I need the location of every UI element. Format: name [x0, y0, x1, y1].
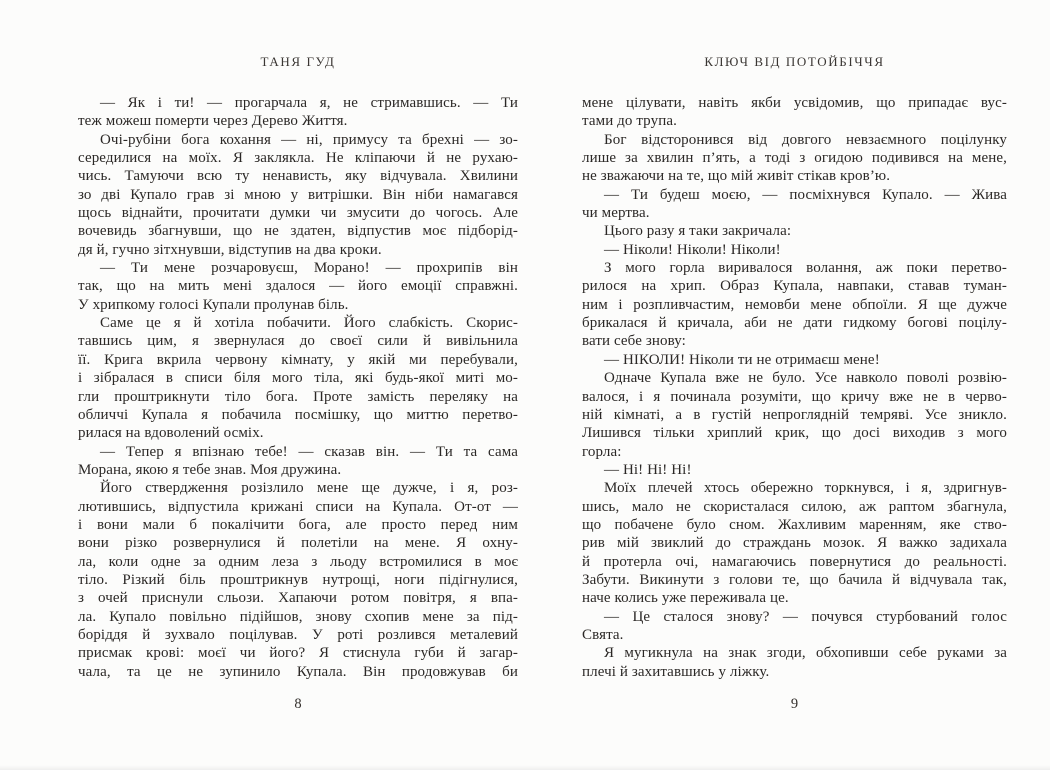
text-line: лише за хвилин п’ять, а тоді з огидою подивився на мене, [582, 150, 1007, 167]
text-line: чись. Тамуючи всю ту ненависть, яку відчувала. Хвилини [78, 168, 518, 185]
running-header-author: ТАНЯ ГУД [260, 54, 336, 69]
text-line: рилося на хрип. Образ Купала, навпаки, ставав туман- [582, 278, 1007, 295]
text-line: рив мій звиклий до страждань мозок. Я важко задихала [582, 535, 1007, 552]
text-line: Бог відсторонився від довгого невзаємного поцілунку [604, 131, 1007, 148]
running-header-title: КЛЮЧ ВІД ПОТОЙБІЧЧЯ [704, 54, 885, 69]
text-line: ним і розпливчастим, немовби мене обпоїли. Я ще дужче [582, 296, 1007, 313]
text-line: — Це сталося знову? — почувся стурбований голос [604, 608, 1007, 625]
text-line: вати себе знову: [582, 333, 686, 350]
text-line: чи мертва. [582, 205, 650, 222]
text-line: — Ніколи! Ніколи! Ніколи! [604, 241, 781, 258]
text-line: теж можеш померти через Дерево Життя. [78, 113, 348, 130]
text-line: — Ні! Ні! Ні! [604, 461, 692, 478]
text-line: — Тепер я впізнаю тебе! — сказав він. — Ти та сама [100, 443, 518, 460]
text-line: не зважаючи на те, що мій живіт стікав кров’ю. [582, 168, 891, 185]
text-line: тами до трупа. [582, 113, 677, 130]
text-column-right [582, 0, 1007, 770]
text-line: наче колись уже переживала це. [582, 590, 789, 607]
text-line: З мого горла виривалося волання, аж поки перетво- [604, 260, 1007, 277]
text-line: ній кімнаті, а в густій непроглядній темряві. Усе зникло. [582, 406, 1007, 423]
page-number-left: 8 [294, 696, 302, 712]
text-line: Його ствердження розізлило мене ще дужче, і я, роз- [100, 480, 518, 497]
text-line: — Ти мене розчаровуєш, Морано! — прохрипів він [100, 260, 518, 277]
text-line: Морана, якою я тебе знав. Моя дружина. [78, 461, 342, 478]
text-line: вочевидь збагнувши, що не здатен, відпустив моє підборід- [78, 223, 518, 240]
text-line: брикалася й кричала, аби не дати гидкому богові поцілу- [582, 315, 1007, 332]
text-line: Саме це я й хотіла побачити. Його слабкість. Скорис- [100, 315, 518, 332]
page-number-right: 9 [790, 696, 799, 712]
text-line: — Як і ти! — прогарчала я, не стримавшись. — Ти [100, 95, 518, 111]
text-line: Забути. Викинути з голови те, що бачила й відчувала так, [582, 571, 1007, 588]
text-line: тавшись цим, я звернулася до своєї сили й вивільнила [78, 333, 518, 350]
text-line: тіло. Різкий біль проштрикнув нутрощі, ноги підігнулися, [78, 571, 518, 588]
page-text-left [78, 94, 518, 681]
text-line: ла. Купало повільно підійшов, знову схопив мене за під- [78, 608, 518, 625]
text-line: і зібралася в списи біля мого тіла, які будь-якої миті мо- [78, 370, 518, 387]
text-line: і вони мали б покалічити бога, але просто перед ним [78, 516, 518, 533]
page-text-right [582, 94, 1007, 681]
text-line: валося, і я починала розуміти, що кричу вже не в черво- [582, 388, 1007, 405]
text-line: ла, коли одне за одним леза з льоду встромилися в моє [78, 553, 518, 570]
text-line: Очі-рубіни бога кохання — ні, примусу та брехні — зо- [100, 131, 518, 148]
text-line: — НІКОЛИ! Ніколи ти не отримаєш мене! [604, 351, 880, 368]
text-column-left [78, 0, 518, 770]
text-line: так, що на мить мені здалося — його емоції справжні. [78, 278, 518, 295]
text-line: щось віднайти, прочитати думки чи змусити до чогось. Але [78, 205, 518, 222]
text-line: боріддя й зухвало поцілував. У роті розлився металевий [78, 626, 518, 643]
text-line: лютившись, відпустила крижані списи на Купала. От-от — [78, 498, 518, 515]
text-line: й протерла очі, намагаючись повернутися до реальності. [582, 553, 1007, 570]
text-line: вони різко розвернулися й полетіли на мене. Я охну- [78, 535, 518, 552]
text-line: що побачене було сном. Жахливим маренням, яке ство- [582, 516, 1007, 533]
text-line: — Ти будеш моєю, — посміхнувся Купало. — Жива [604, 186, 1007, 203]
text-line: Одначе Купала вже не було. Усе навколо поволі розвію- [604, 370, 1007, 387]
text-line: мене цілувати, навіть якби усвідомив, що припадає вус- [582, 95, 1007, 111]
text-line: Я мугикнула на знак згоди, обхопивши себе руками за [604, 645, 1007, 662]
text-line: її. Крига вкрила червону кімнату, у якій ми перебували, [78, 351, 518, 368]
text-line: горла: [582, 443, 622, 460]
text-line: Лишився тільки хриплий крик, що досі виходив з мого [582, 425, 1007, 442]
page-right [525, 0, 1050, 770]
text-line: рилася на вдоволений осміх. [78, 425, 264, 442]
text-line: з очей приснули сльози. Хапаючи ротом повітря, я впа- [78, 590, 518, 607]
text-line: Моїх плечей хтось обережно торкнувся, і я, здригнув- [604, 480, 1007, 497]
text-line: присмак крові: моєї чи його? Я стиснула губи й загар- [78, 645, 518, 662]
text-line: Свята. [582, 626, 624, 643]
text-line: дя й, гучно зітхнувши, відступив на два кроки. [78, 241, 382, 258]
text-line: чала, та це не зупинило Купала. Він продовжував би [78, 663, 518, 680]
text-line: середилися на моїх. Я заклякла. Не кліпаючи й не рухаю- [78, 150, 518, 167]
text-line: шись, мало не скористалася силою, аж раптом збагнула, [582, 498, 1007, 515]
text-line: У хрипкому голосі Купали пролунав біль. [78, 296, 349, 313]
text-line: обличчі Купала я побачила посмішку, що миттю перетво- [78, 406, 518, 423]
text-line: зо дві Купало грав зі мною у витрішки. Він ніби намагався [78, 186, 518, 203]
text-line: гли проштрикнути тіло бога. Проте замість переляку на [78, 388, 518, 405]
text-line: Цього разу я таки закричала: [604, 223, 792, 240]
text-line: плечі й захитавшись у ліжку. [582, 663, 770, 680]
